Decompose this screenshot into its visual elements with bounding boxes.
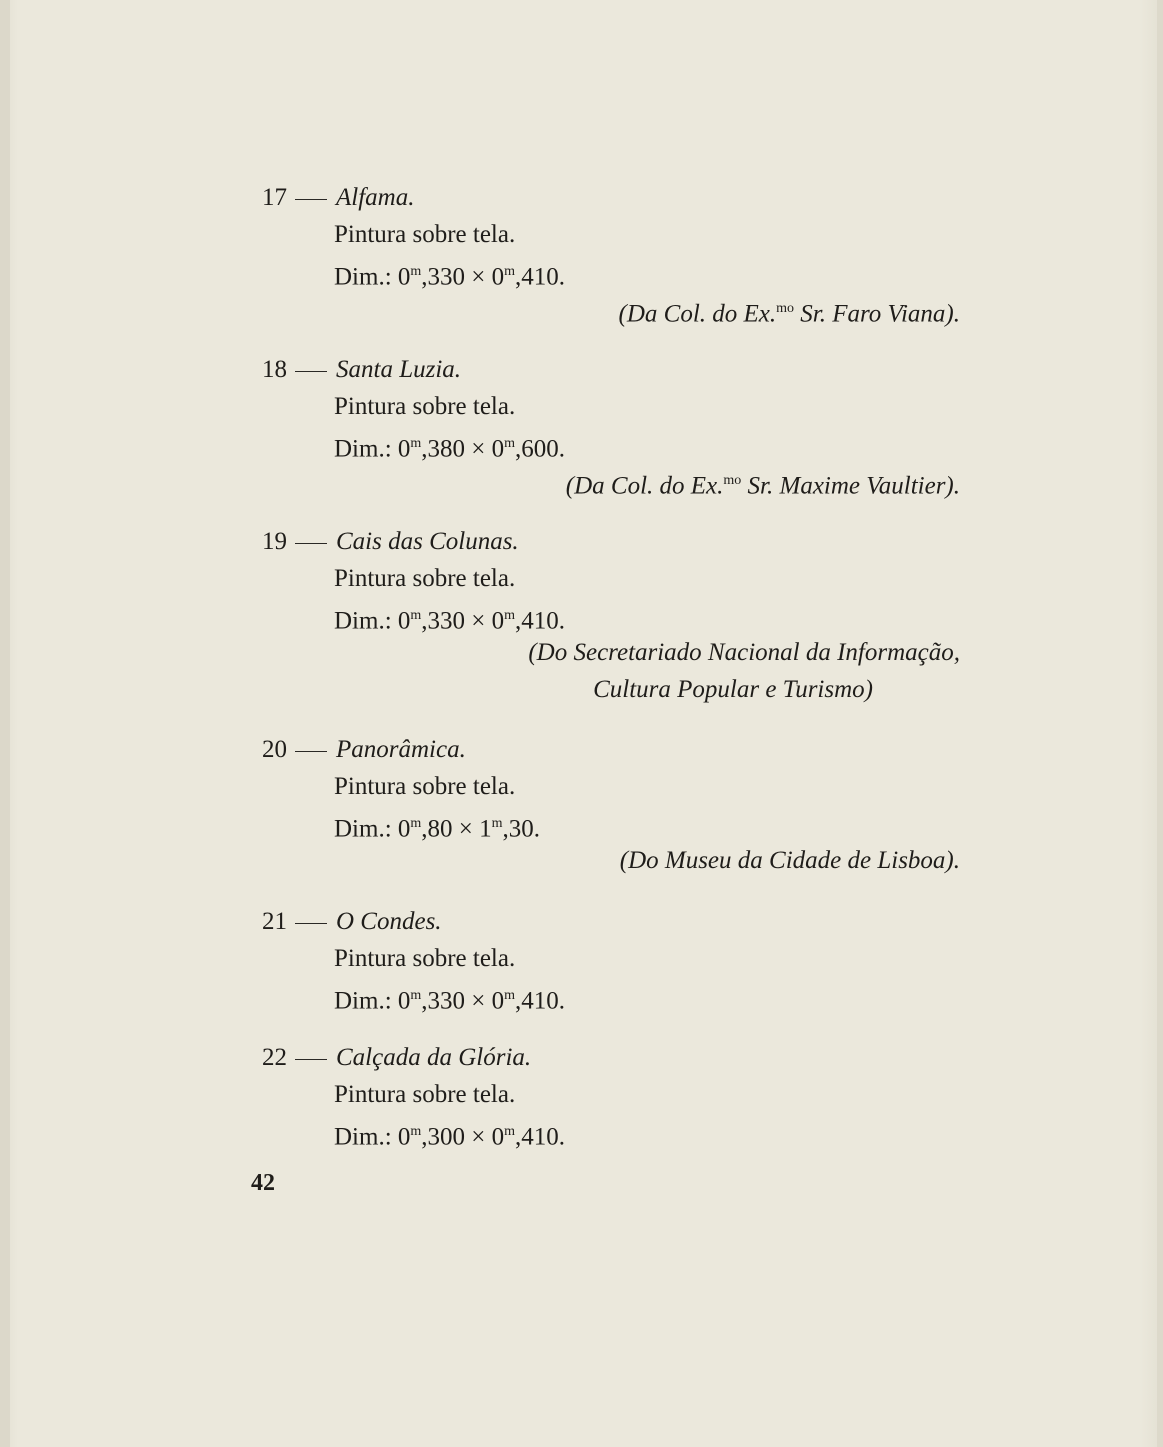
entry-title: Cais das Colunas. [336,528,519,555]
entry-title: O Condes. [336,908,442,935]
entry-medium: Pintura sobre tela. [334,221,516,248]
entry-credit: (Do Museu da Cidade de Lisboa). [619,847,960,874]
page-number: 42 [251,1170,275,1196]
entry-credit: (Da Col. do Ex.$^{mo}$ Sr. Maxime Vaultier). [565,472,960,500]
entry-number: 17 [262,183,334,213]
entry-dimensions: Dim.: $0^m,300 \times 0^m,410$. [334,1123,566,1151]
entry-number: 21 [262,907,334,937]
entry-dimensions: Dim.: $0^m,330 \times 0^m,410$. [334,987,566,1015]
entry-number: 19 [262,527,334,557]
entry-medium: Pintura sobre tela. [334,945,516,972]
page-edge-left [0,0,10,1447]
entry-credit-line2: Cultura Popular e Turismo) [593,676,873,703]
em-dash [295,543,327,544]
entry-title: Calçada da Glória. [336,1044,532,1071]
entry-number: 20 [262,735,334,765]
em-dash [295,371,327,372]
entry-dimensions: Dim.: $0^m,80 \times 1^m,30$. [334,815,541,843]
entry-number: 22 [262,1043,334,1073]
entry-dimensions: Dim.: $0^m,330 \times 0^m,410$. [334,263,566,291]
entry-title: Alfama. [336,184,415,211]
entry-medium: Pintura sobre tela. [334,393,516,420]
entry-medium: Pintura sobre tela. [334,1081,516,1108]
entry-title: Panorâmica. [336,736,466,763]
entry-medium: Pintura sobre tela. [334,773,516,800]
entry-credit: (Do Secretariado Nacional da Informação, [528,639,960,666]
entry-dimensions: Dim.: $0^m,380 \times 0^m,600$. [334,435,566,463]
entry-title: Santa Luzia. [336,356,462,383]
em-dash [295,1059,327,1060]
page-edge-right [1157,0,1163,1447]
entry-credit: (Da Col. do Ex.$^{mo}$ Sr. Faro Viana). [618,300,960,328]
em-dash [295,923,327,924]
em-dash [295,199,327,200]
entry-dimensions: Dim.: $0^m,330 \times 0^m,410$. [334,607,566,635]
entry-medium: Pintura sobre tela. [334,565,516,592]
em-dash [295,751,327,752]
entry-number: 18 [262,355,334,385]
